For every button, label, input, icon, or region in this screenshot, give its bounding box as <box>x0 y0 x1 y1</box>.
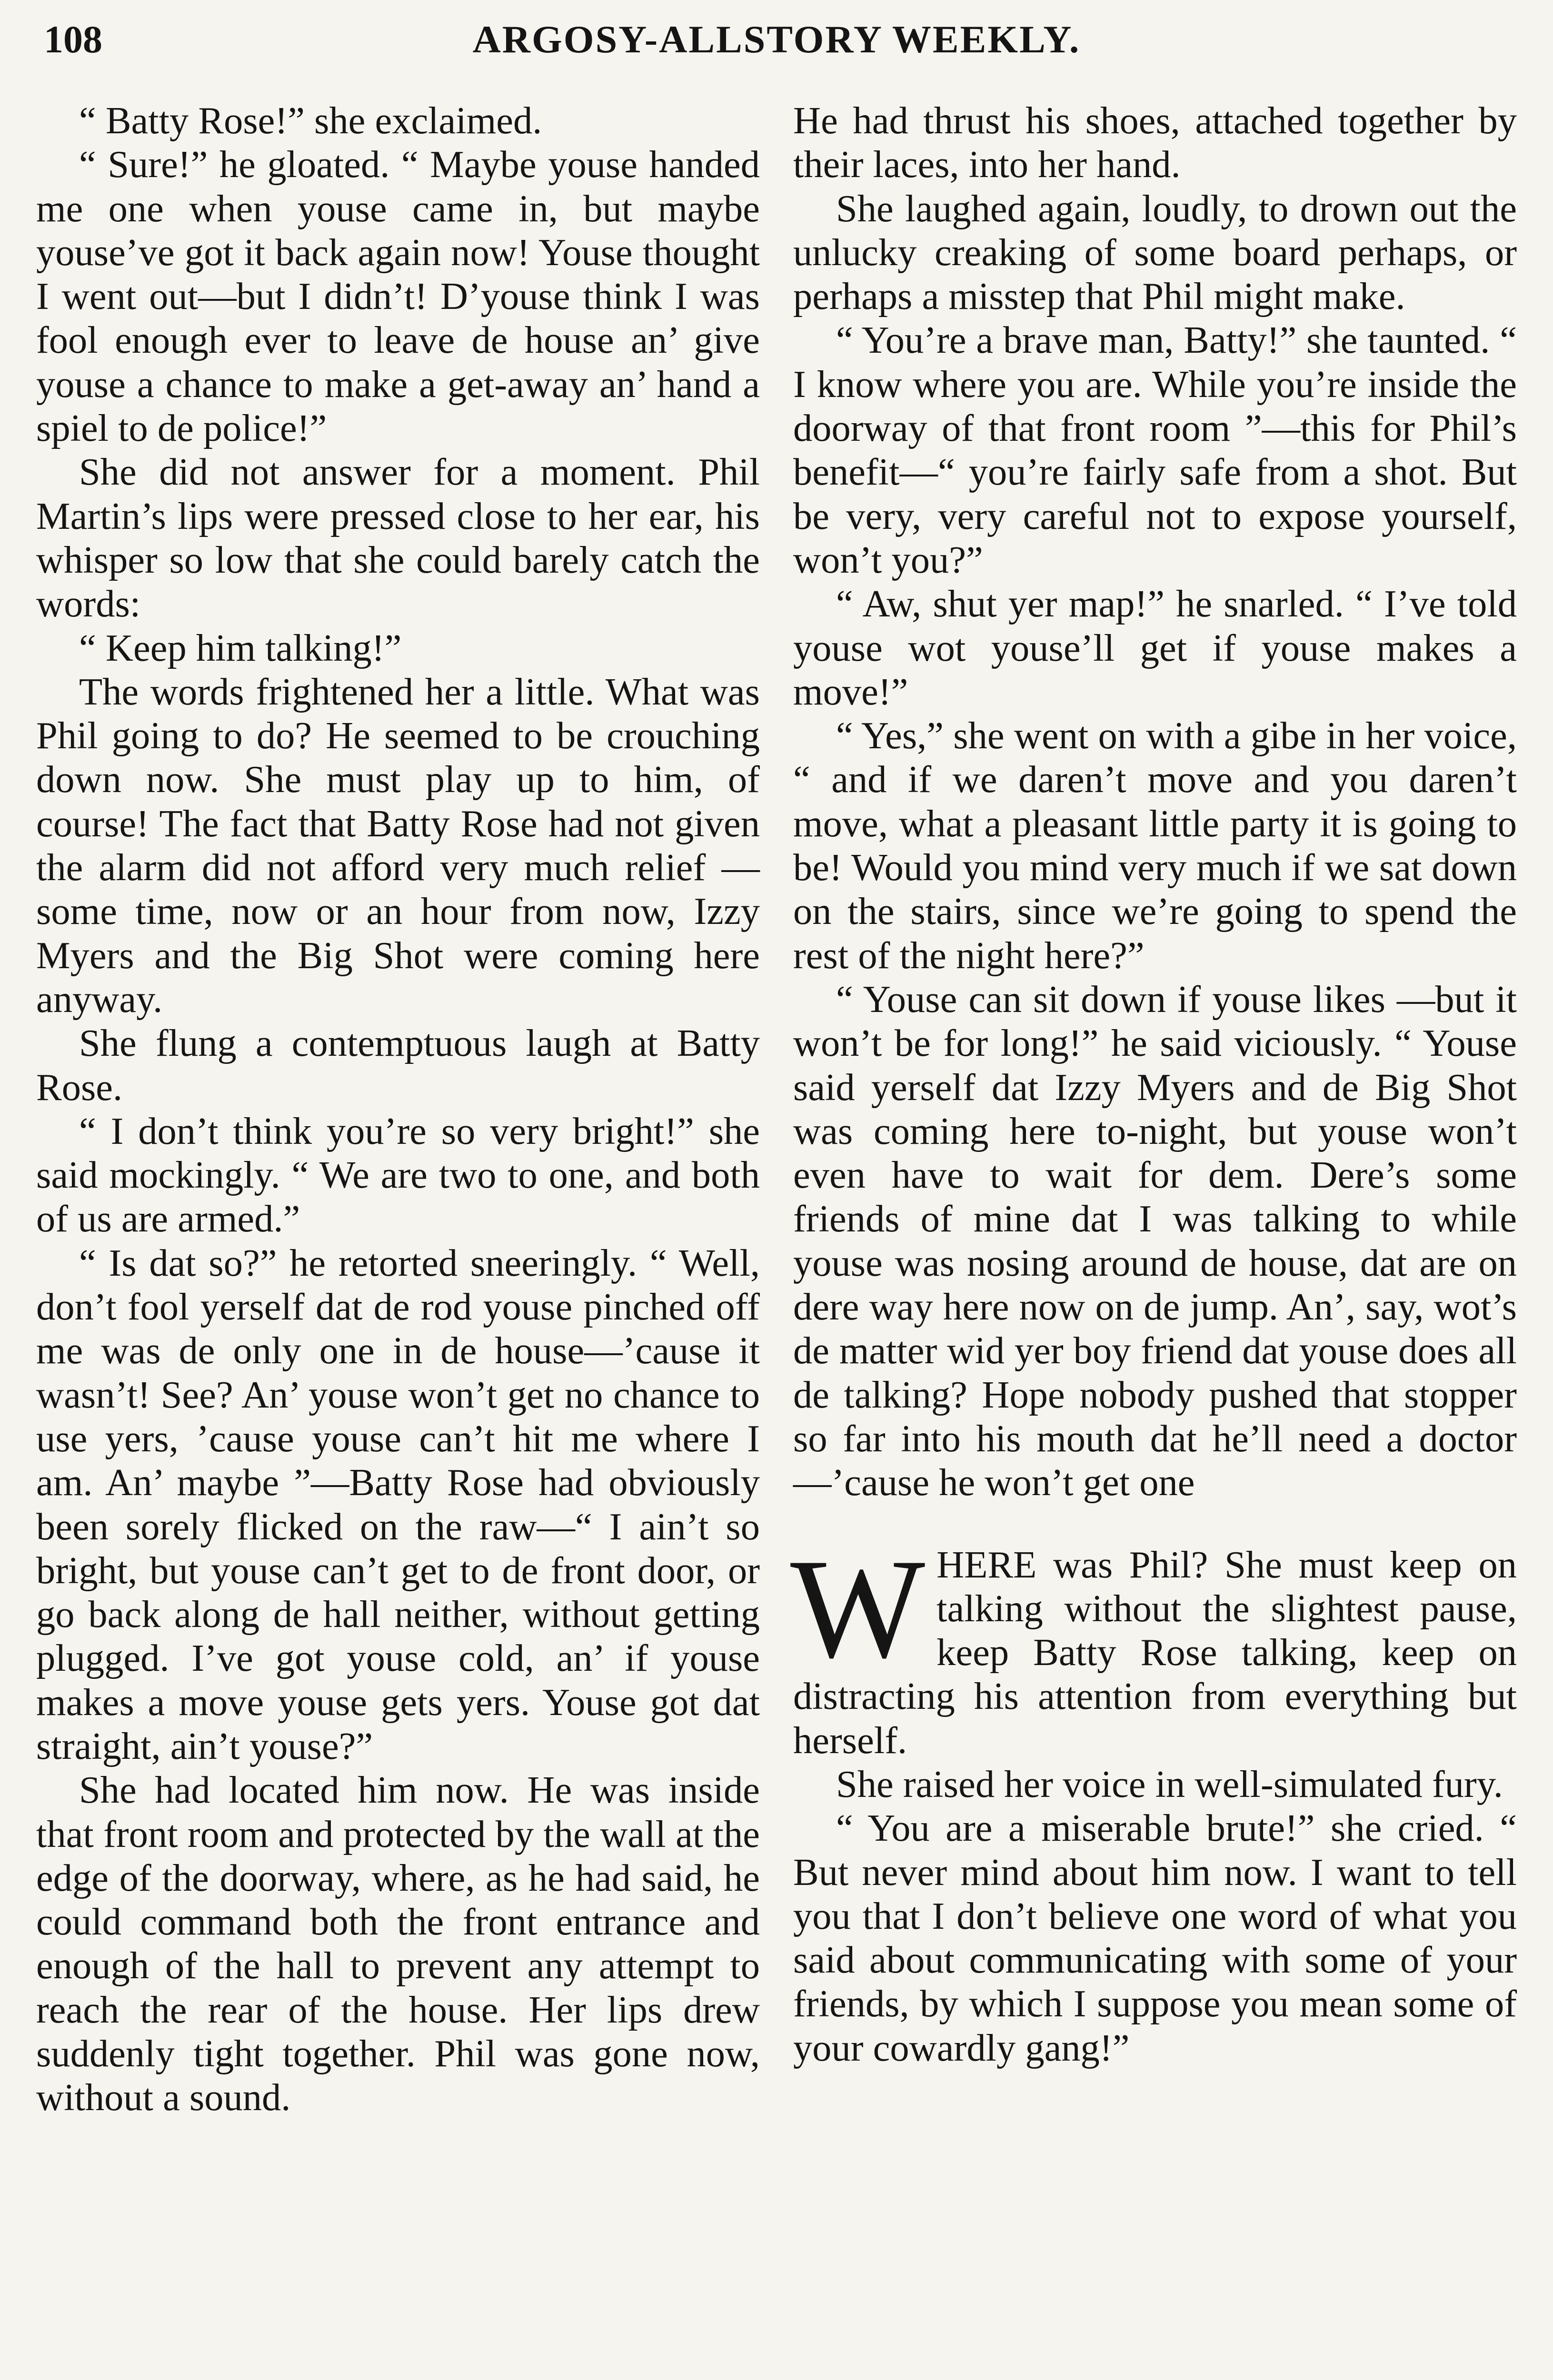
paragraph: “ Yes,” she went on with a gibe in her voice, “ and if we daren’t move and you daren’t move, what a pleasant little party it is going to be! Would you mind very much if we sat down on the stairs, since we’re going to spend the rest of the night here?” <box>793 714 1517 977</box>
paragraph: “ Sure!” he gloated. “ Maybe youse handed me one when youse came in, but maybe youse’ve got it back again now! Youse thought I went out—but I didn’t! D’youse think I was fool enough ever to leave de house an’ give youse a chance to make a get-away an’ hand a spiel to de police!” <box>36 143 760 450</box>
paragraph: “ You’re a brave man, Batty!” she taunted. “ I know where you are. While you’re inside the doorway of that front room ”—this for Phil’s benefit—“ you’re fairly safe from a shot. But be very, very careful not to expose yourself, won’t you?” <box>793 319 1517 581</box>
left-column <box>36 99 760 2120</box>
paragraph: “ Is dat so?” he retorted sneeringly. “ Well, don’t fool yerself dat de rod youse pinched off me was de only one in de house—’cause it wasn’t! See? An’ youse won’t get no chance to use yers, ’cause youse can’t hit me where I am. An’ maybe ”—Batty Rose had obviously been sorely flicked on the raw—“ I ain’t so bright, but youse can’t get to de front door, or go back along de hall neither, without getting plugged. I’ve got youse cold, an’ if youse makes a move youse gets yers. Youse got dat straight, ain’t youse?” <box>36 1241 760 1767</box>
paragraph: “ Keep him talking!” <box>79 626 402 669</box>
page-header <box>44 13 1509 66</box>
section-opening-text: HERE was Phil? She must keep on talking without the slightest pause, keep Batty Rose talking, keep on distracting his attention from everything but herself. <box>793 1543 1517 1762</box>
paragraph: He had thrust his shoes, attached together by their laces, into her hand. <box>793 99 1517 186</box>
running-title: ARGOSY-ALLSTORY WEEKLY. <box>472 18 1081 61</box>
paragraph: The words frightened her a little. What was Phil going to do? He seemed to be crouching down now. She must play up to him, of course! The fact that Batty Rose had not given the alarm did not afford very much relief —some time, now or an hour from now, Izzy Myers and the Big Shot were coming here anyway. <box>36 670 760 1021</box>
page-number: 108 <box>44 18 102 61</box>
paragraph: She flung a contemptuous laugh at Batty Rose. <box>36 1022 760 1109</box>
paragraph: “ Batty Rose!” she exclaimed. <box>79 99 542 142</box>
drop-cap: W <box>790 1529 926 1687</box>
paragraph: She did not answer for a moment. Phil Martin’s lips were pressed close to her ear, his whisper so low that she could barely catch the words: <box>36 451 760 625</box>
paragraph: She laughed again, loudly, to drown out the unlucky creaking of some board perhaps, or perhaps a misstep that Phil might make. <box>793 187 1517 318</box>
section-opening-paragraph <box>790 1529 1517 1763</box>
paragraph: “ Aw, shut yer map!” he snarled. “ I’ve told youse wot youse’ll get if youse makes a move!” <box>793 583 1517 713</box>
paragraph: “ Youse can sit down if youse likes —but it won’t be for long!” he said viciously. “ Youse said yerself dat Izzy Myers and de Big Shot was coming here to-night, but youse won’t even have to wait for dem. Dere’s some friends of mine dat I was talking to while youse was nosing around de house, dat are on dere way here now on de jump. An’, say, wot’s de matter wid yer boy friend dat youse does all de talking? Hope nobody pushed that stopper so far into his mouth dat he’ll need a doctor—’cause he won’t get one <box>793 978 1517 1504</box>
right-column <box>790 99 1517 2070</box>
paragraph: “ I don’t think you’re so very bright!” she said mockingly. “ We are two to one, and both of us are armed.” <box>36 1110 760 1240</box>
paragraph: She had located him now. He was inside that front room and protected by the wall at the edge of the doorway, where, as he had said, he could command both the front entrance and enough of the hall to prevent any attempt to reach the rear of the house. Her lips drew suddenly tight together. Phil was gone now, without a sound. <box>36 1769 760 2119</box>
paragraph: She raised her voice in well-simulated fury. <box>836 1763 1503 1805</box>
paragraph: “ You are a miserable brute!” she cried. “ But never mind about him now. I want to tell you that I don’t believe one word of what you said about communicating with some of your friends, by which I suppose you mean some of your cowardly gang!” <box>793 1807 1517 2069</box>
